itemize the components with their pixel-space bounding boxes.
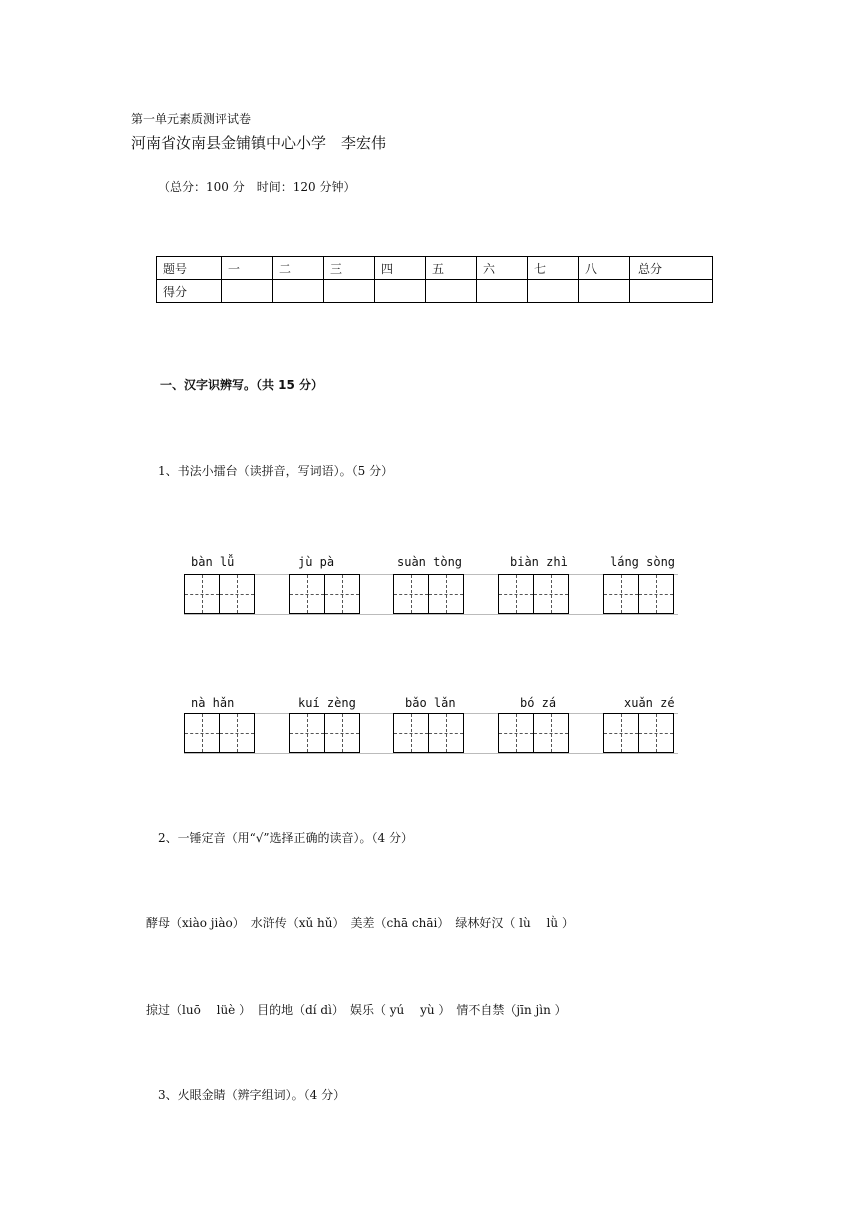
writing-cell[interactable]	[184, 574, 220, 614]
score-table-header-row	[157, 257, 713, 280]
writing-box-pair[interactable]	[498, 574, 568, 614]
score-table-col: 六	[477, 257, 528, 280]
writing-box-pair[interactable]	[603, 574, 673, 614]
writing-cell[interactable]	[533, 574, 569, 614]
score-cell[interactable]	[426, 280, 477, 303]
writing-box-pair[interactable]	[393, 574, 463, 614]
score-cell[interactable]	[222, 280, 273, 303]
pinyin-label: kuí zèng	[298, 696, 356, 710]
writing-cell[interactable]	[498, 713, 534, 753]
pinyin-label: bó zá	[520, 696, 557, 710]
writing-box-pair[interactable]	[289, 574, 359, 614]
score-cell[interactable]	[477, 280, 528, 303]
writing-box-pair[interactable]	[289, 713, 359, 753]
score-table-col: 五	[426, 257, 477, 280]
writing-cell[interactable]	[219, 713, 255, 753]
writing-cell[interactable]	[289, 574, 325, 614]
writing-cell[interactable]	[603, 574, 639, 614]
score-table-col: 四	[375, 257, 426, 280]
score-table-col: 七	[528, 257, 579, 280]
writing-box-pair[interactable]	[603, 713, 673, 753]
score-table-row-label: 得分	[157, 280, 222, 303]
writing-cell[interactable]	[533, 713, 569, 753]
writing-row-line	[184, 614, 678, 615]
writing-cell[interactable]	[638, 713, 674, 753]
exam-meta: （总分：100 分 时间：120 分钟）	[158, 180, 356, 194]
writing-cell[interactable]	[638, 574, 674, 614]
writing-box-pair[interactable]	[393, 713, 463, 753]
score-cell[interactable]	[375, 280, 426, 303]
writing-cell[interactable]	[324, 574, 360, 614]
section1-title: 一、汉字识辨写。（共 15 分）	[160, 378, 324, 392]
score-table-col: 八	[579, 257, 630, 280]
pinyin-label: biàn zhì	[510, 555, 568, 569]
writing-box-pair[interactable]	[184, 574, 254, 614]
score-cell[interactable]	[324, 280, 375, 303]
writing-row-line	[184, 753, 678, 754]
q2-title: 2、一锤定音（用“√”选择正确的读音）。（4 分）	[158, 831, 414, 845]
score-table-score-row	[157, 280, 713, 303]
pinyin-label: láng sòng	[610, 555, 676, 569]
score-table-col: 总分	[630, 257, 713, 280]
pinyin-label: bǎo lǎn	[405, 696, 456, 710]
pinyin-label: jù pà	[298, 555, 335, 569]
writing-cell[interactable]	[184, 713, 220, 753]
school-author-line: 河南省汝南县金铺镇中心小学 李宏伟	[131, 134, 387, 152]
q1-title: 1、书法小擂台（读拼音，写词语）。（5 分）	[158, 464, 394, 478]
writing-box-pair[interactable]	[184, 713, 254, 753]
pinyin-label: xuǎn zé	[624, 696, 675, 710]
q2-line-1: 酵母（xiào jiào） 水浒传（xǔ hǔ） 美差（chā chāi） 绿林好汉（ lù lǜ ）	[146, 916, 574, 930]
writing-cell[interactable]	[393, 574, 429, 614]
score-cell[interactable]	[630, 280, 713, 303]
score-cell[interactable]	[579, 280, 630, 303]
writing-box-pair[interactable]	[498, 713, 568, 753]
writing-cell[interactable]	[428, 713, 464, 753]
pinyin-label: suàn tòng	[397, 555, 463, 569]
score-table	[156, 256, 713, 303]
writing-cell[interactable]	[498, 574, 534, 614]
pinyin-label: nà hǎn	[191, 696, 235, 710]
score-cell[interactable]	[273, 280, 324, 303]
writing-cell[interactable]	[428, 574, 464, 614]
writing-cell[interactable]	[393, 713, 429, 753]
writing-cell[interactable]	[289, 713, 325, 753]
score-table-col: 一	[222, 257, 273, 280]
q3-title: 3、火眼金睛（辨字组词）。（4 分）	[158, 1088, 346, 1102]
exam-title: 第一单元素质测评试卷	[131, 112, 252, 126]
score-table-row-label: 题号	[157, 257, 222, 280]
score-table-col: 二	[273, 257, 324, 280]
score-table-col: 三	[324, 257, 375, 280]
writing-cell[interactable]	[219, 574, 255, 614]
q2-line-2: 掠过（luō lüè ） 目的地（dí dì） 娱乐（ yú yù ） 情不自禁（jīn jìn ）	[146, 1003, 567, 1017]
score-cell[interactable]	[528, 280, 579, 303]
pinyin-label: bàn lǚ	[191, 555, 235, 569]
writing-cell[interactable]	[324, 713, 360, 753]
writing-cell[interactable]	[603, 713, 639, 753]
